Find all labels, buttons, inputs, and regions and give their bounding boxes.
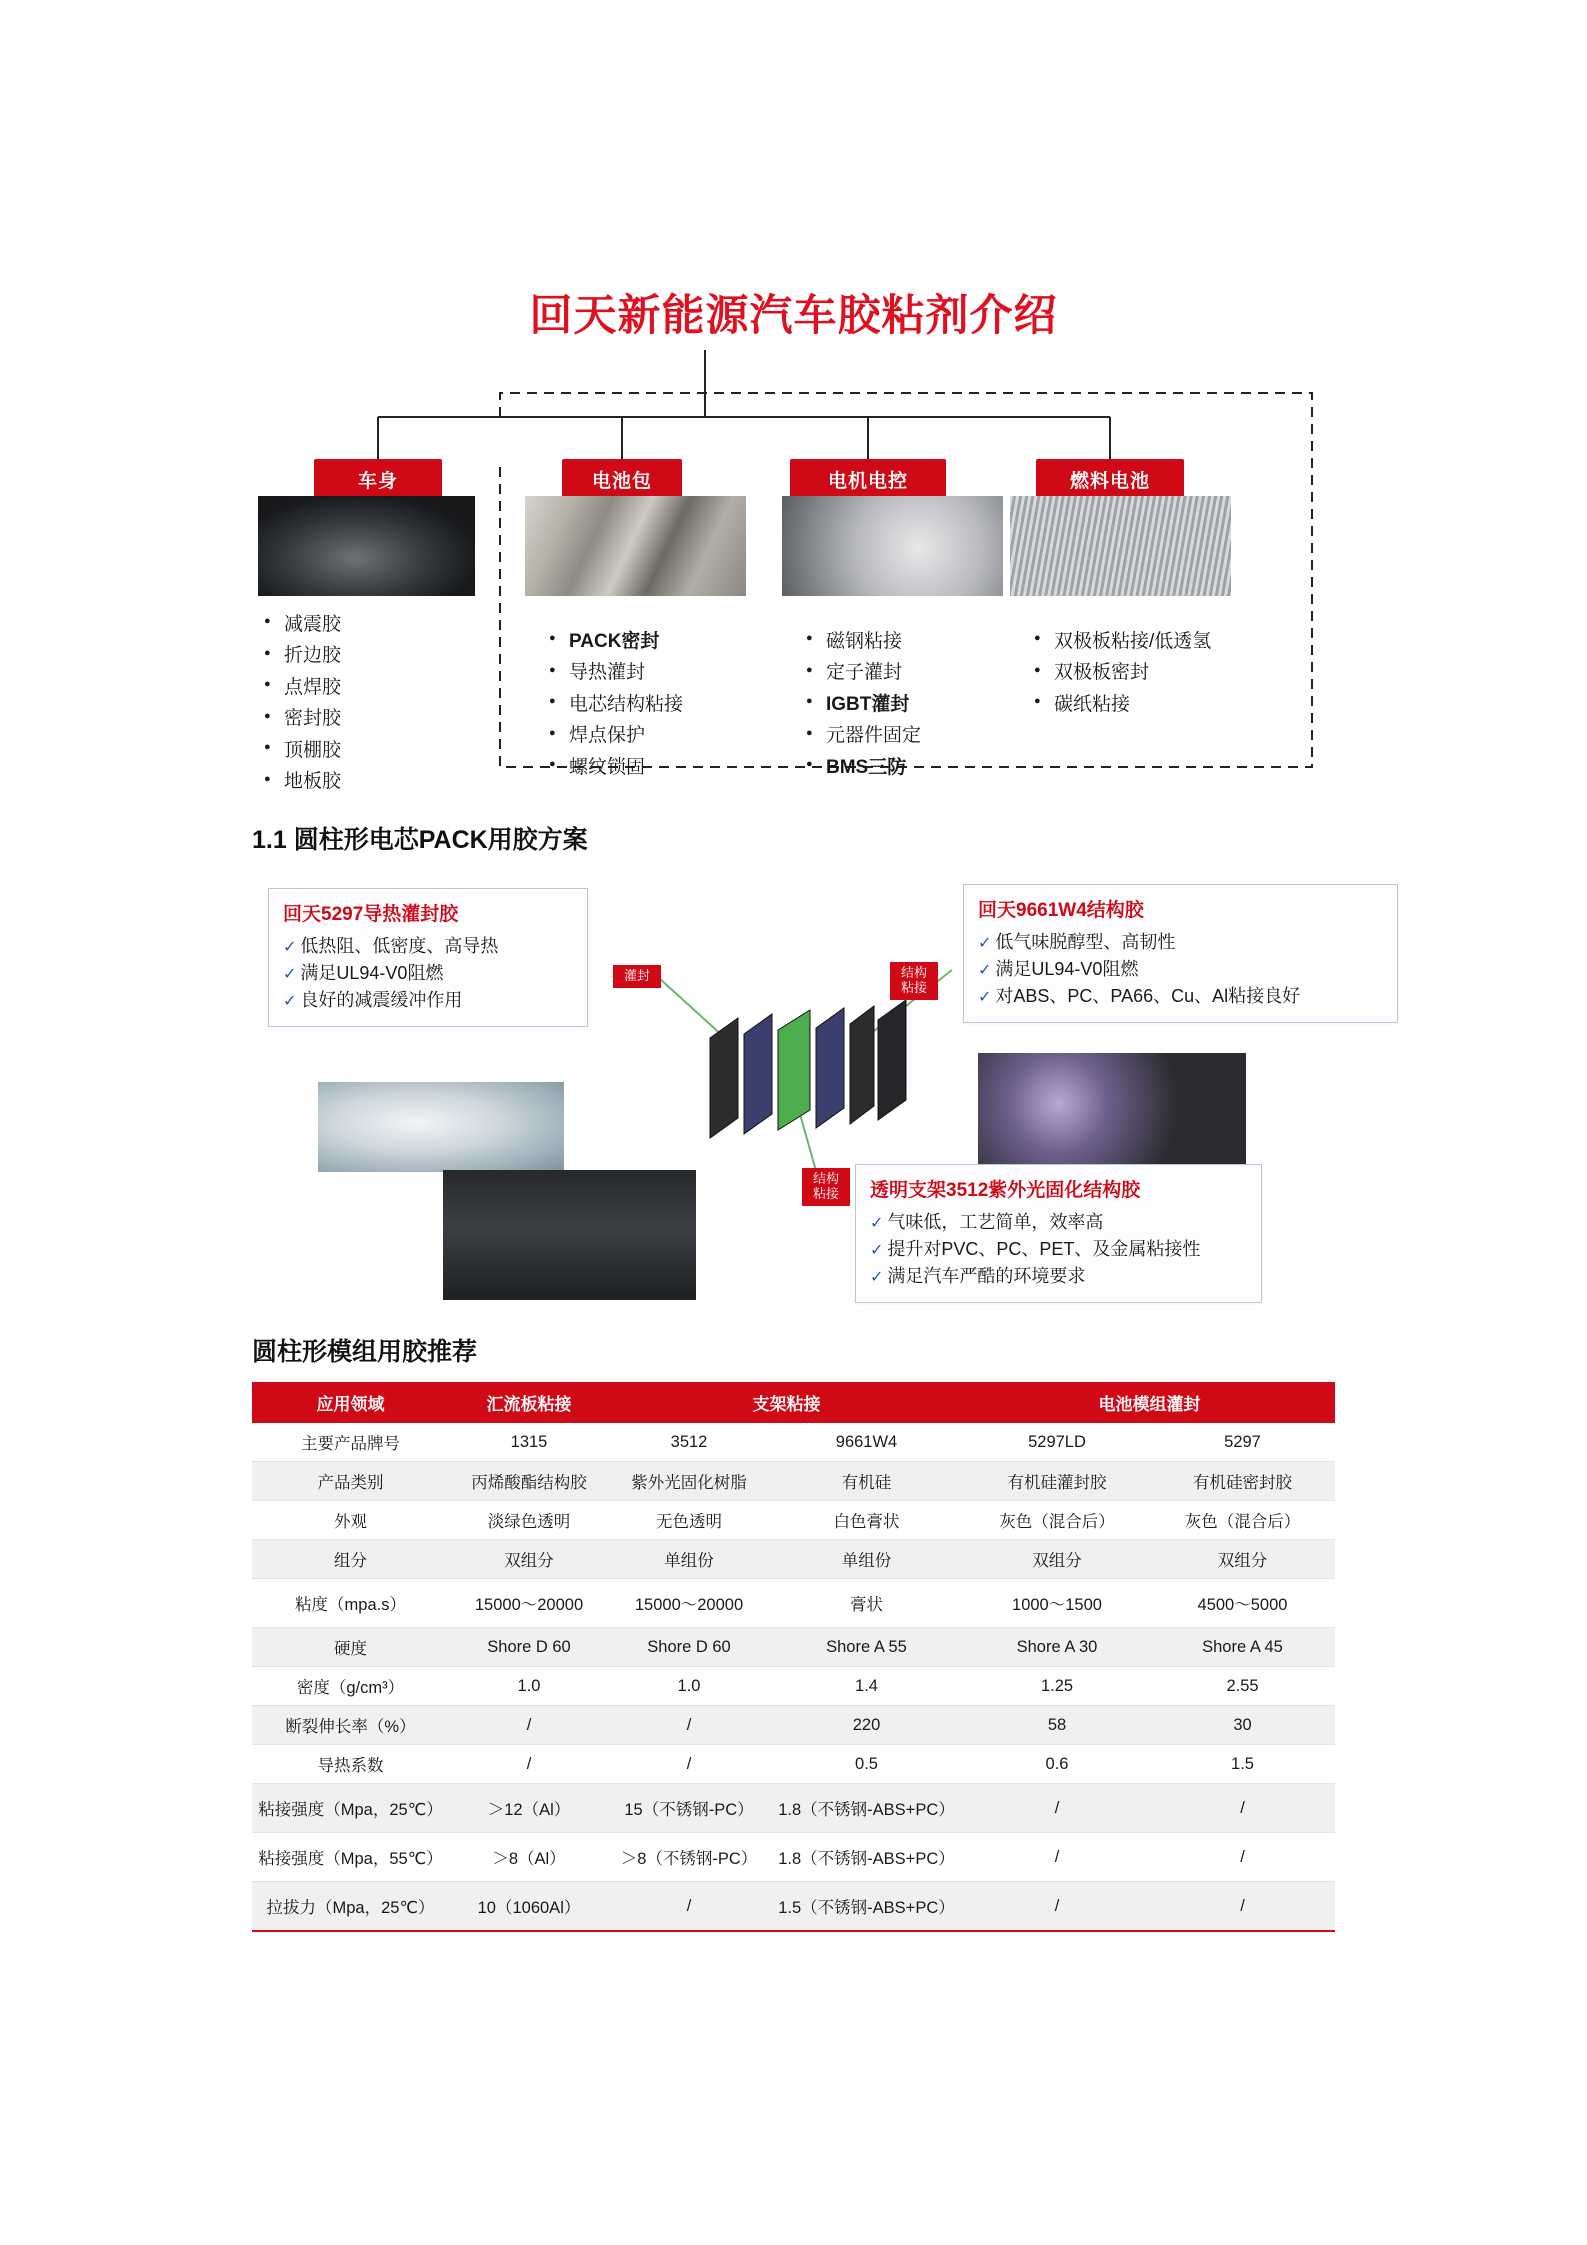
tag-structural-bond-bottom	[802, 1168, 850, 1206]
cell: 15000～20000	[449, 1579, 609, 1628]
list-item: ● 点焊胶	[284, 673, 488, 702]
list-item: ● BMS三防	[826, 753, 1040, 782]
potting-gel-photo	[318, 1082, 564, 1172]
cell: 1.5	[1150, 1745, 1335, 1784]
list-item: ● PACK密封	[569, 627, 793, 656]
cell: 有机硅灌封胶	[964, 1462, 1150, 1501]
category-box-fuel-cell[interactable]	[1036, 459, 1184, 501]
fuel-cell-photo	[1010, 496, 1231, 596]
callout-item: ✓ 对ABS、PC、PA66、Cu、Al粘接良好	[978, 983, 1383, 1010]
row-label: 拉拔力（Mpa，25℃）	[252, 1882, 449, 1932]
cell: 15000～20000	[609, 1579, 769, 1628]
cell: 双组分	[1150, 1540, 1335, 1579]
tag-label: 结构粘接	[900, 965, 927, 995]
table-row	[252, 1833, 1335, 1882]
category-label: 电池包	[591, 471, 652, 492]
cell: /	[1150, 1833, 1335, 1882]
list-item: ● 元器件固定	[826, 721, 1040, 750]
section-heading: 1.1 圆柱形电芯PACK用胶方案	[252, 826, 588, 854]
list-item: ● 密封胶	[284, 704, 488, 733]
table-row	[252, 1784, 1335, 1833]
table-row	[252, 1882, 1335, 1932]
list-item: ● 减震胶	[284, 610, 488, 639]
glue-recommendation-table	[252, 1382, 1335, 1932]
cell: 1315	[449, 1423, 609, 1462]
cell: 3512	[609, 1423, 769, 1462]
cell: 丙烯酸酯结构胶	[449, 1462, 609, 1501]
th-bracket: 支架粘接	[609, 1382, 964, 1423]
cell: 10（1060Al）	[449, 1882, 609, 1932]
cell: 220	[769, 1706, 964, 1745]
table-title: 圆柱形模组用胶推荐	[252, 1338, 478, 1366]
table-row	[252, 1462, 1335, 1501]
cell: /	[449, 1706, 609, 1745]
cell: 无色透明	[609, 1501, 769, 1540]
battery-pack-bullet-list	[543, 627, 793, 784]
list-item: ● 导热灌封	[569, 658, 793, 687]
list-item: ● 地板胶	[284, 767, 488, 796]
motor-control-bullet-list	[800, 627, 1040, 784]
list-item: ● 电芯结构粘接	[569, 690, 793, 719]
cell: 1.25	[964, 1667, 1150, 1706]
th-busbar: 汇流板粘接	[449, 1382, 609, 1423]
callout-item: ✓ 低热阻、低密度、高导热	[283, 933, 573, 960]
cell: 5297LD	[964, 1423, 1150, 1462]
cell: 4500～5000	[1150, 1579, 1335, 1628]
table-row	[252, 1667, 1335, 1706]
callout-title: 回天9661W4结构胶	[978, 900, 1144, 921]
th-module-potting: 电池模组灌封	[964, 1382, 1335, 1423]
car-body-photo	[258, 496, 475, 596]
row-label: 导热系数	[252, 1745, 449, 1784]
callout-item: ✓ 良好的减震缓冲作用	[283, 987, 573, 1014]
table-row	[252, 1579, 1335, 1628]
table-header-row	[252, 1382, 1335, 1423]
list-item: ● 双极板粘接/低透氢	[1054, 627, 1328, 656]
cell: 5297	[1150, 1423, 1335, 1462]
fuel-cell-bullet-list	[1028, 627, 1328, 721]
list-item: ● IGBT灌封	[826, 690, 1040, 719]
cell: /	[449, 1745, 609, 1784]
row-label: 主要产品牌号	[252, 1423, 449, 1462]
cell: Shore A 30	[964, 1628, 1150, 1667]
tag-label: 结构粘接	[812, 1171, 839, 1201]
th-application: 应用领域	[252, 1382, 449, 1423]
cell: /	[609, 1882, 769, 1932]
list-item: ● 双极板密封	[1054, 658, 1328, 687]
page-title: 回天新能源汽车胶粘剂介绍	[529, 292, 1058, 340]
cell: 2.55	[1150, 1667, 1335, 1706]
cell: 淡绿色透明	[449, 1501, 609, 1540]
cell: ＞8（不锈钢-PC）	[609, 1833, 769, 1882]
cell: /	[964, 1784, 1150, 1833]
list-item: ● 焊点保护	[569, 721, 793, 750]
callout-title: 透明支架3512紫外光固化结构胶	[870, 1180, 1141, 1201]
cell: 1.0	[609, 1667, 769, 1706]
cell: /	[1150, 1784, 1335, 1833]
row-label: 粘接强度（Mpa，25℃）	[252, 1784, 449, 1833]
category-box-motor-control[interactable]	[790, 459, 946, 501]
table-row	[252, 1745, 1335, 1784]
cell: 1000～1500	[964, 1579, 1150, 1628]
row-label: 断裂伸长率（%）	[252, 1706, 449, 1745]
callout-9661w4	[963, 884, 1398, 1023]
cell: Shore D 60	[609, 1628, 769, 1667]
cell: Shore A 55	[769, 1628, 964, 1667]
cell: 1.0	[449, 1667, 609, 1706]
list-item: ● 折边胶	[284, 641, 488, 670]
category-label: 燃料电池	[1069, 471, 1150, 492]
cell: 15（不锈钢-PC）	[609, 1784, 769, 1833]
cell: 单组份	[609, 1540, 769, 1579]
cell: 1.8（不锈钢-ABS+PC）	[769, 1784, 964, 1833]
cell: 膏状	[769, 1579, 964, 1628]
row-label: 外观	[252, 1501, 449, 1540]
row-label: 粘接强度（Mpa，55℃）	[252, 1833, 449, 1882]
table-row	[252, 1706, 1335, 1745]
row-label: 粘度（mpa.s）	[252, 1579, 449, 1628]
row-label: 密度（g/cm³）	[252, 1667, 449, 1706]
row-label: 产品类别	[252, 1462, 449, 1501]
callout-5297	[268, 888, 588, 1027]
list-item: ● 顶棚胶	[284, 736, 488, 765]
cell: ＞8（Al）	[449, 1833, 609, 1882]
table-row	[252, 1628, 1335, 1667]
cell: 紫外光固化树脂	[609, 1462, 769, 1501]
cell: 30	[1150, 1706, 1335, 1745]
category-label: 电机电控	[827, 471, 908, 492]
callout-title: 回天5297导热灌封胶	[283, 904, 459, 925]
cell: 白色膏状	[769, 1501, 964, 1540]
callout-item: ✓ 满足UL94-V0阻燃	[283, 960, 573, 987]
callout-3512	[855, 1164, 1262, 1303]
motor-control-photo	[782, 496, 1003, 596]
cell: 灰色（混合后）	[1150, 1501, 1335, 1540]
table-row	[252, 1423, 1335, 1462]
cell: /	[609, 1745, 769, 1784]
cell: 9661W4	[769, 1423, 964, 1462]
row-label: 硬度	[252, 1628, 449, 1667]
list-item: ● 定子灌封	[826, 658, 1040, 687]
callout-item: ✓ 提升对PVC、PC、PET、及金属粘接性	[870, 1236, 1247, 1263]
cylindrical-cells-photo	[978, 1053, 1246, 1165]
cell: 0.6	[964, 1745, 1150, 1784]
cell: 双组分	[964, 1540, 1150, 1579]
callout-item: ✓ 气味低，工艺简单，效率高	[870, 1209, 1247, 1236]
cell: 1.8（不锈钢-ABS+PC）	[769, 1833, 964, 1882]
cell: 单组份	[769, 1540, 964, 1579]
car-body-bullet-list	[258, 610, 488, 799]
cell: 1.4	[769, 1667, 964, 1706]
cell: 1.5（不锈钢-ABS+PC）	[769, 1882, 964, 1932]
table-row	[252, 1501, 1335, 1540]
category-box-car-body[interactable]	[314, 459, 442, 501]
list-item: ● 碳纸粘接	[1054, 690, 1328, 719]
cell: 0.5	[769, 1745, 964, 1784]
tag-label: 灌封	[623, 968, 650, 983]
cell: /	[964, 1833, 1150, 1882]
cell: ＞12（Al）	[449, 1784, 609, 1833]
battery-pack-photo	[525, 496, 746, 596]
callout-item: ✓ 满足汽车严酷的环境要求	[870, 1263, 1247, 1290]
cell: 灰色（混合后）	[964, 1501, 1150, 1540]
category-label: 车身	[357, 471, 398, 492]
callout-item: ✓ 满足UL94-V0阻燃	[978, 956, 1383, 983]
cell: Shore A 45	[1150, 1628, 1335, 1667]
cell: 有机硅密封胶	[1150, 1462, 1335, 1501]
list-item: ● 磁钢粘接	[826, 627, 1040, 656]
table-row	[252, 1540, 1335, 1579]
callout-item: ✓ 低气味脱醇型、高韧性	[978, 929, 1383, 956]
cell: /	[964, 1882, 1150, 1932]
cell: 双组分	[449, 1540, 609, 1579]
row-label: 组分	[252, 1540, 449, 1579]
tag-potting	[613, 965, 661, 988]
cell: /	[1150, 1882, 1335, 1932]
cell: Shore D 60	[449, 1628, 609, 1667]
category-box-battery-pack[interactable]	[562, 459, 682, 501]
cell: 有机硅	[769, 1462, 964, 1501]
cell: /	[609, 1706, 769, 1745]
tag-structural-bond-top	[890, 962, 938, 1000]
list-item: ● 螺纹锁固	[569, 753, 793, 782]
module-assembly-photo	[443, 1170, 696, 1300]
cell: 58	[964, 1706, 1150, 1745]
